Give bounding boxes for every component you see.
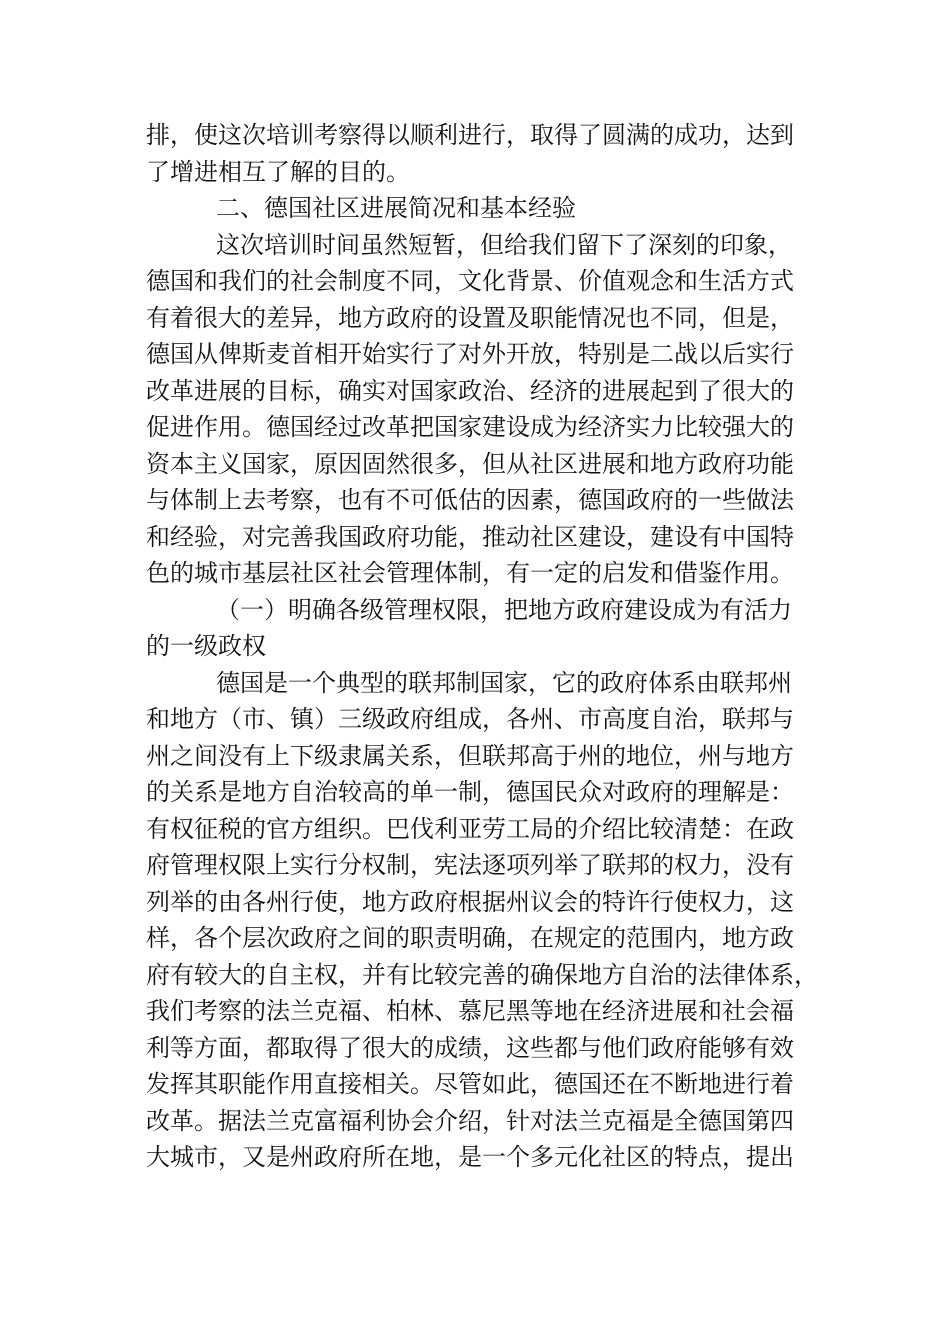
text-line: 有权征税的官方组织。巴伐利亚劳工局的介绍比较清楚：在政 — [146, 814, 794, 843]
text-line: 色的城市基层社区社会管理体制，有一定的启发和借鉴作用。 — [146, 559, 794, 587]
subsection-heading-continuation: 的一级政权 — [146, 632, 266, 660]
text-line: 的关系是地方自治较高的单一制，德国民众对政府的理解是： — [146, 778, 794, 806]
text-line: 促进作用。德国经过改革把国家建设成为经济实力比较强大的 — [146, 413, 794, 441]
text-line: 和地方（市、镇）三级政府组成，各州、市高度自治，联邦与 — [146, 705, 794, 733]
text-line: 改革。据法兰克富福利协会介绍，针对法兰克福是全德国第四 — [146, 1106, 794, 1135]
text-line: 改革进展的目标，确实对国家政治、经济的进展起到了很大的 — [146, 376, 794, 405]
text-line: 德国和我们的社会制度不同，文化背景、价值观念和生活方式 — [146, 267, 794, 295]
text-line: 和经验，对完善我国政府功能，推动社区建设，建设有中国特 — [146, 522, 794, 551]
text-line: 我们考察的法兰克福、柏林、慕尼黑等地在经济进展和社会福 — [146, 997, 794, 1025]
text-line: 州之间没有上下级隶属关系，但联邦高于州的地位，州与地方 — [146, 741, 794, 770]
text-line: 资本主义国家，原因固然很多，但从社区进展和地方政府功能 — [146, 449, 794, 478]
text-line: 排，使这次培训考察得以顺利进行，取得了圆满的成功，达到 — [146, 121, 794, 149]
text-line: 发挥其职能作用直接相关。尽管如此，德国还在不断地进行着 — [146, 1070, 794, 1098]
subsection-heading: （一）明确各级管理权限，把地方政府建设成为有活力 — [216, 595, 792, 624]
text-line: 有着很大的差异，地方政府的设置及职能情况也不同，但是， — [146, 303, 794, 332]
section-heading: 二、德国社区进展简况和基本经验 — [216, 194, 576, 222]
text-line: 了增进相互了解的目的。 — [146, 157, 410, 186]
text-line: 这次培训时间虽然短暂，但给我们留下了深刻的印象， — [216, 230, 792, 259]
text-line: 大城市，又是州政府所在地，是一个多元化社区的特点，提出 — [146, 1143, 794, 1171]
text-line: 府有较大的自主权，并有比较完善的确保地方自治的法律体系， — [146, 960, 818, 989]
text-line: 德国是一个典型的联邦制国家，它的政府体系由联邦州 — [216, 668, 792, 697]
text-line: 与体制上去考察，也有不可低估的因素，德国政府的一些做法 — [146, 486, 794, 514]
text-line: 德国从俾斯麦首相开始实行了对外开放，特别是二战以后实行 — [146, 340, 794, 368]
document-body — [146, 117, 818, 1176]
text-line: 样，各个层次政府之间的职责明确，在规定的范围内，地方政 — [146, 924, 794, 952]
text-line: 府管理权限上实行分权制，宪法逐项列举了联邦的权力，没有 — [146, 851, 794, 879]
text-line: 利等方面，都取得了很大的成绩，这些都与他们政府能够有效 — [146, 1033, 794, 1062]
text-line: 列举的由各州行使，地方政府根据州议会的特许行使权力，这 — [146, 887, 794, 916]
